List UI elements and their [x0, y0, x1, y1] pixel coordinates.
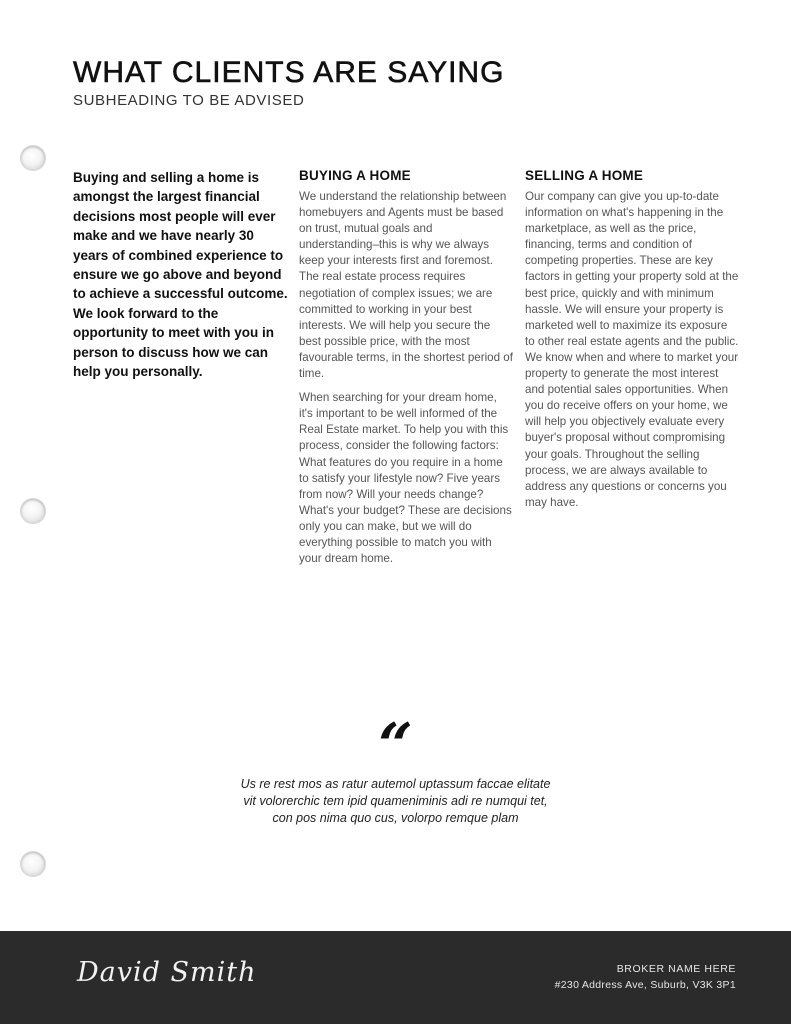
broker-address: #230 Address Ave, Suburb, V3K 3P1 — [554, 979, 736, 991]
selling-heading: SELLING A HOME — [525, 168, 644, 183]
broker-name: BROKER NAME HERE — [616, 963, 736, 975]
selling-column — [525, 168, 739, 519]
buying-paragraph-2: When searching for your dream home, it's important to be well informed of the Real Estate market. To help you with this process, consider the following factors: What features do you require in a home to satisfy your lifestyle now? Five years from now? Will your needs change? What's your budget? These are decisions only you can make, but we will do everything possible to match you with your dream home. — [299, 391, 512, 566]
testimonial-line-2: vit volorerchic tem ipid quameniminis adi re numqui tet, — [243, 794, 548, 808]
selling-paragraph-1: Our company can give you up-to-date information on what's happening in the marketplace, as well as the price, financing, terms and condition of competing properties. These are key factors in getting your property sold at the best price, quickly and with minimum hassle. We will ensure your property is marketed well to maximize its exposure to other real estate agents and the public. We know when and where to market your property to generate the most interest and potential sales opportunities. When you do receive offers on your home, we will help you objectively evaluate every buyer's proposal without compromising your goals. Throughout the selling process, we are always available to address any questions or concerns you may have. — [525, 190, 739, 509]
page-subtitle: SUBHEADING TO BE ADVISED — [73, 92, 305, 109]
quote-mark-icon: “ — [378, 711, 413, 781]
testimonial-quote — [0, 776, 791, 827]
intro-paragraph: Buying and selling a home is amongst the largest financial decisions most people will ever make and we have nearly 30 years of combined experience to ensure we go above and beyond to achieve a successful outcome. We look forward to the opportunity to meet with you in person to discuss how we can help you personally. — [73, 170, 288, 380]
binder-hole-middle — [21, 499, 45, 523]
binder-hole-top — [21, 146, 45, 170]
buying-column — [299, 168, 513, 575]
agent-signature: David Smith — [77, 957, 257, 988]
testimonial-line-3: con pos nima quo cus, volorpo remque plam — [272, 811, 519, 825]
buying-paragraph-1: We understand the relationship between homebuyers and Agents must be based on trust, mutual goals and understanding–this is why we always keep your interests first and foremost. The real estate process requires negotiation of complex issues; we are committed to working in your best interests. We will help you secure the best possible price, with the most favourable terms, in the shortest period of time. — [299, 190, 513, 381]
binder-hole-bottom — [21, 852, 45, 876]
page-title: WHAT CLIENTS ARE SAYING — [73, 56, 505, 89]
buying-heading: BUYING A HOME — [299, 168, 411, 183]
testimonial-line-1: Us re rest mos as ratur autemol uptassum faccae elitate — [240, 777, 551, 791]
